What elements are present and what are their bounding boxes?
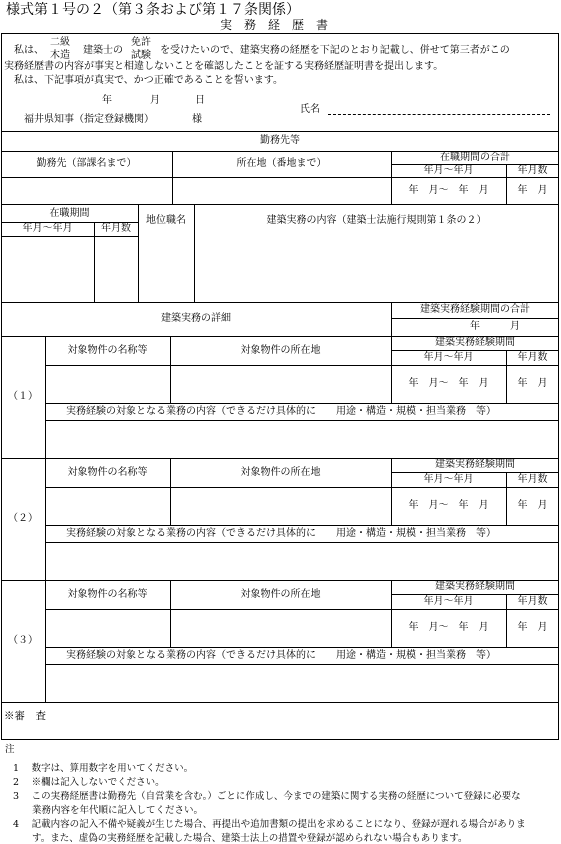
practice-content-input[interactable] — [195, 237, 558, 301]
class-mokuzo: 木造 — [50, 49, 70, 61]
content-input[interactable] — [46, 543, 558, 579]
col-ym: 年月～年月 — [423, 164, 474, 176]
intro-kenchikushi: 建築士の — [83, 45, 123, 56]
date-day: 日 — [195, 95, 205, 106]
content-input[interactable] — [46, 665, 558, 701]
date-month: 月 — [150, 95, 160, 106]
addressee-sama: 様 — [192, 114, 202, 125]
practice-position-input[interactable] — [139, 237, 193, 301]
notes-heading: 注 — [5, 744, 15, 755]
col-exp-period: 建築実務経験期間 — [435, 581, 515, 592]
note-item: 2 ※欄は記入しないでください。 — [13, 777, 165, 788]
col-exp-ym: 年月～年月 — [423, 473, 474, 485]
col-object-name: 対象物件の名称等 — [67, 466, 148, 478]
content-label: 実務経験の対象となる業務の内容（できるだけ具体的に 用途・構造・規模・担当業務 等） — [66, 650, 496, 661]
col-exp-period: 建築実務経験期間 — [435, 459, 515, 470]
col-exp-ym: 年月～年月 — [423, 351, 474, 363]
object-name-input[interactable] — [46, 610, 169, 646]
entry-index: （１） — [8, 391, 38, 402]
employer-input[interactable] — [2, 178, 171, 203]
col-position: 地位職名 — [146, 215, 186, 226]
col-exp-period: 建築実務経験期間 — [435, 337, 515, 348]
exp-years[interactable]: 年 月 — [517, 622, 548, 633]
detail-section-title: 建築実務の詳細 — [161, 313, 231, 324]
intro-line2: 実務経歴書の内容が事実と相違しないことを確認したことを証する実務経歴証明書を提出します。 — [4, 61, 444, 72]
qualification-class — [50, 37, 70, 62]
name-label: 氏名 — [300, 104, 320, 115]
license-shiken: 試験 — [131, 49, 151, 61]
col-exp-years: 年月数 — [517, 595, 548, 607]
practice-years-input[interactable] — [95, 237, 137, 301]
employer-years[interactable]: 年 月 — [517, 184, 548, 196]
col-period: 在職期間 — [49, 207, 90, 219]
note-item: 業務内容を年代順に記入してください。 — [13, 805, 204, 816]
note-item: 1 数字は、算用数字を用いてください。 — [13, 763, 194, 774]
exp-years[interactable]: 年 月 — [517, 500, 548, 511]
note-item: す。また、虚偽の実務経歴を記載した場合、建築士法上の措置や登録が認められない場合もあります。 — [13, 833, 468, 844]
intro-line1-b: を受けたいので、建築実務の経歴を下記のとおり記載し、併せて第三者がこの — [160, 45, 510, 56]
col-object-location: 対象物件の所在地 — [240, 344, 321, 356]
exp-range[interactable]: 年 月～ 年 月 — [408, 500, 489, 511]
employer-range[interactable]: 年 月～ 年 月 — [408, 184, 489, 196]
col-content: 建築実務の内容（建築士法施行規則第１条の２） — [266, 215, 487, 226]
col-period-total: 在職期間の合計 — [440, 151, 510, 163]
address-input[interactable] — [173, 178, 390, 203]
note-item: 3 この実務経歴書は勤務先（自営業を含む。）ごとに作成し、今までの建築に関する実務の経歴について登録に必要な — [13, 791, 521, 802]
detail-total-label: 建築実務経験期間の合計 — [420, 304, 530, 315]
entry-index: （２） — [8, 513, 38, 524]
exp-years[interactable]: 年 月 — [517, 378, 548, 389]
license-exam — [131, 37, 151, 62]
employer-section-title: 勤務先等 — [260, 135, 300, 146]
object-location-input[interactable] — [171, 610, 390, 646]
col-period-years: 年月数 — [101, 223, 131, 234]
object-name-input[interactable] — [46, 366, 169, 402]
entry-index: （３） — [8, 635, 38, 646]
col-period-ym: 年月～年月 — [22, 223, 73, 234]
col-exp-years: 年月数 — [517, 473, 548, 485]
object-name-input[interactable] — [46, 488, 169, 524]
addressee: 福井県知事（指定登録機関） — [24, 114, 154, 125]
col-exp-ym: 年月～年月 — [423, 595, 474, 607]
license-menkyo: 免許 — [131, 37, 151, 48]
col-exp-years: 年月数 — [517, 351, 548, 363]
practice-period-input[interactable] — [2, 237, 93, 301]
col-object-location: 対象物件の所在地 — [240, 588, 321, 600]
form-id: 様式第１号の２（第３条および第１７条関係） — [6, 2, 300, 18]
content-label: 実務経験の対象となる業務の内容（できるだけ具体的に 用途・構造・規模・担当業務 等） — [66, 528, 496, 539]
col-employer: 勤務先（部課名まで） — [36, 158, 137, 169]
exp-range[interactable]: 年 月～ 年 月 — [408, 378, 489, 389]
note-item: 4 記載内容の記入不備や疑義が生じた場合、再提出や追加書類の提出を求めることになり、登録が遅れる場合がありま — [13, 819, 526, 830]
col-object-name: 対象物件の名称等 — [67, 588, 148, 600]
col-years: 年月数 — [517, 164, 548, 176]
class-nikyu: 二級 — [50, 37, 70, 48]
intro-line3: 私は、下記事項が真実で、かつ正確であることを誓います。 — [14, 75, 283, 86]
date-year: 年 — [102, 95, 112, 106]
object-location-input[interactable] — [171, 366, 390, 402]
col-address: 所在地（番地まで） — [236, 158, 327, 169]
detail-total-value[interactable]: 年 月 — [470, 321, 520, 332]
object-location-input[interactable] — [171, 488, 390, 524]
col-object-name: 対象物件の名称等 — [67, 344, 148, 356]
col-object-location: 対象物件の所在地 — [240, 466, 321, 478]
intro-line1-a: 私は、 — [14, 45, 44, 56]
name-field[interactable] — [328, 114, 550, 115]
exp-range[interactable]: 年 月～ 年 月 — [408, 622, 489, 633]
page-title: 実 務 経 歴 書 — [220, 18, 329, 32]
content-label: 実務経験の対象となる業務の内容（できるだけ具体的に 用途・構造・規模・担当業務 等） — [66, 406, 496, 417]
content-input[interactable] — [46, 421, 558, 457]
review-label: ※審 査 — [4, 710, 46, 722]
